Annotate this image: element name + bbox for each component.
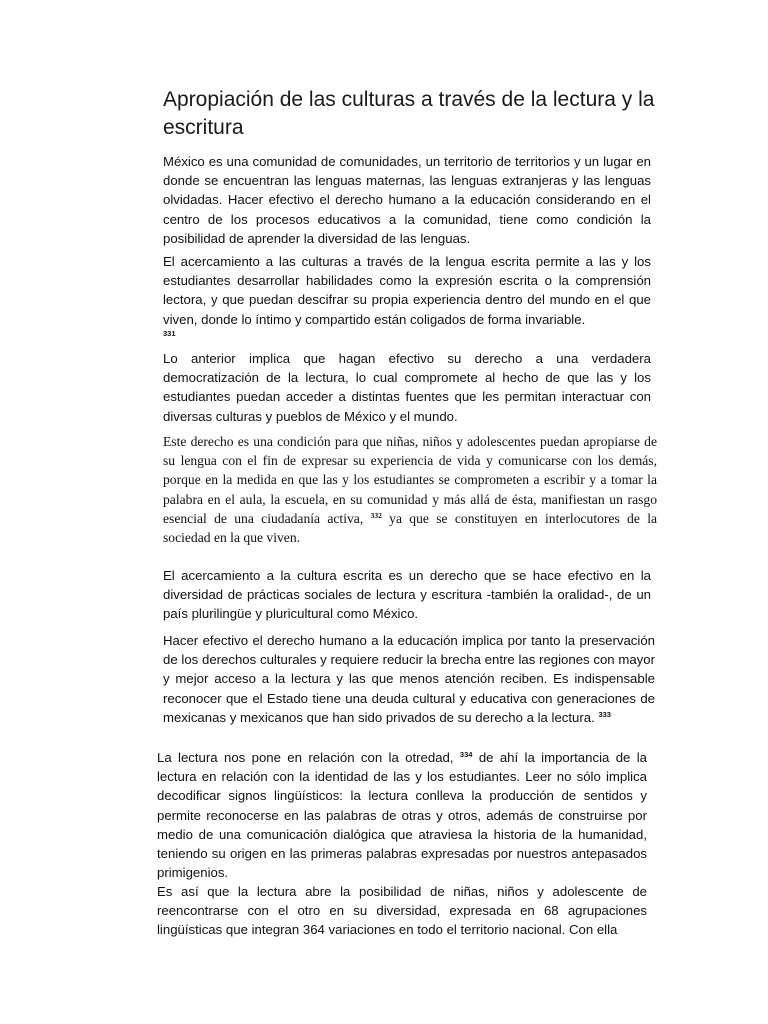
- footnote-ref-331: 331: [163, 328, 176, 338]
- footnote-ref-334: 334: [459, 750, 473, 759]
- paragraph-1-text: México es una comunidad de comunidades, un territorio de territorios y un lugar en donde se encuentran las lenguas maternas, las lenguas extranjeras y las lenguas olvidadas. Hacer efectivo el derecho humano a la educación considerando en el centro de los procesos educativos a la comunidad, tiene como condición la posibilidad de aprender la diversidad de las lenguas.: [163, 154, 651, 246]
- footnote-ref-332: 332: [370, 510, 382, 520]
- paragraph-4-text-before: Este derecho es una condición para que niñas, niños y adolescentes puedan apropiarse de su lengua con el fin de expresar su experiencia de vida y comunicarse con los demás, porque en la medida en que las y los estudiantes se comprometen a escribir y a tomar la palabra en el aula, la escuela, en su comunidad y más allá de ésta, manifiestan un rasgo esencial de una ciudadanía activa,: [163, 434, 657, 526]
- paragraph-8: [157, 882, 647, 940]
- paragraph-2: [163, 252, 651, 338]
- paragraph-8-text: Es así que la lectura abre la posibilidad de niñas, niños y adolescente de reencontrarse con el otro en su diversidad, expresada en 68 agrupaciones lingüísticas que integran 364 variaciones en todo el territorio nacional. Con ella: [157, 884, 647, 938]
- paragraph-7: [157, 748, 647, 882]
- paragraph-1: [163, 152, 651, 248]
- paragraph-5: [163, 566, 651, 624]
- paragraph-2-text: El acercamiento a las culturas a través de la lengua escrita permite a las y los estudiantes desarrollar habilidades como la expresión escrita o la comprensión lectora, y que puedan descifrar su propia experiencia dentro del mundo en el que viven, donde lo íntimo y compartido están coligados de forma invariable.: [163, 254, 651, 327]
- paragraph-7-text-before: La lectura nos pone en relación con la otredad,: [157, 750, 454, 765]
- paragraph-5-text: El acercamiento a la cultura escrita es un derecho que se hace efectivo en la diversidad de prácticas sociales de lectura y escritura -también la oralidad-, de un país plurilingüe y pluricultural como México.: [163, 568, 651, 622]
- paragraph-6-text: Hacer efectivo el derecho humano a la educación implica por tanto la preservación de los derechos culturales y requiere reducir la brecha entre las regiones con mayor y mejor acceso a la lectura y las que menos atención reciben. Es indispensable reconocer que el Estado tiene una deuda cultural y educativa con generaciones de mexicanas y mexicanos que han sido privados de su derecho a la lectura.: [163, 633, 655, 725]
- footnote-ref-333: 333: [598, 709, 611, 719]
- paragraph-4-text-after: ya que se constituyen en interlocutores de la sociedad en la que viven.: [163, 510, 658, 546]
- paragraph-3-text: Lo anterior implica que hagan efectivo su derecho a una verdadera democratización de la lectura, lo cual compromete al hecho de que las y los estudiantes puedan acceder a distintas fuentes que les permitan interactuar con diversas culturas y pueblos de México y el mundo.: [163, 351, 651, 424]
- section-title: Apropiación de las culturas a través de la lectura y la escritura: [163, 88, 655, 139]
- paragraph-7-text-after: de ahí la importancia de la lectura en relación con la identidad de las y los estudiantes. Leer no sólo implica decodificar signos lingüísticos: la lectura conlleva la producción de sentidos y permite reconocerse en las palabras de otras y otros, además de construirse por medio de una comunicación dialógica que atraviesa la historia de la humanidad, teniendo su origen en las primeras palabras expresadas por nuestros antepasados primigenios.: [157, 750, 648, 881]
- paragraph-4: [163, 432, 657, 547]
- paragraph-3: [163, 349, 651, 426]
- paragraph-6: [163, 631, 655, 727]
